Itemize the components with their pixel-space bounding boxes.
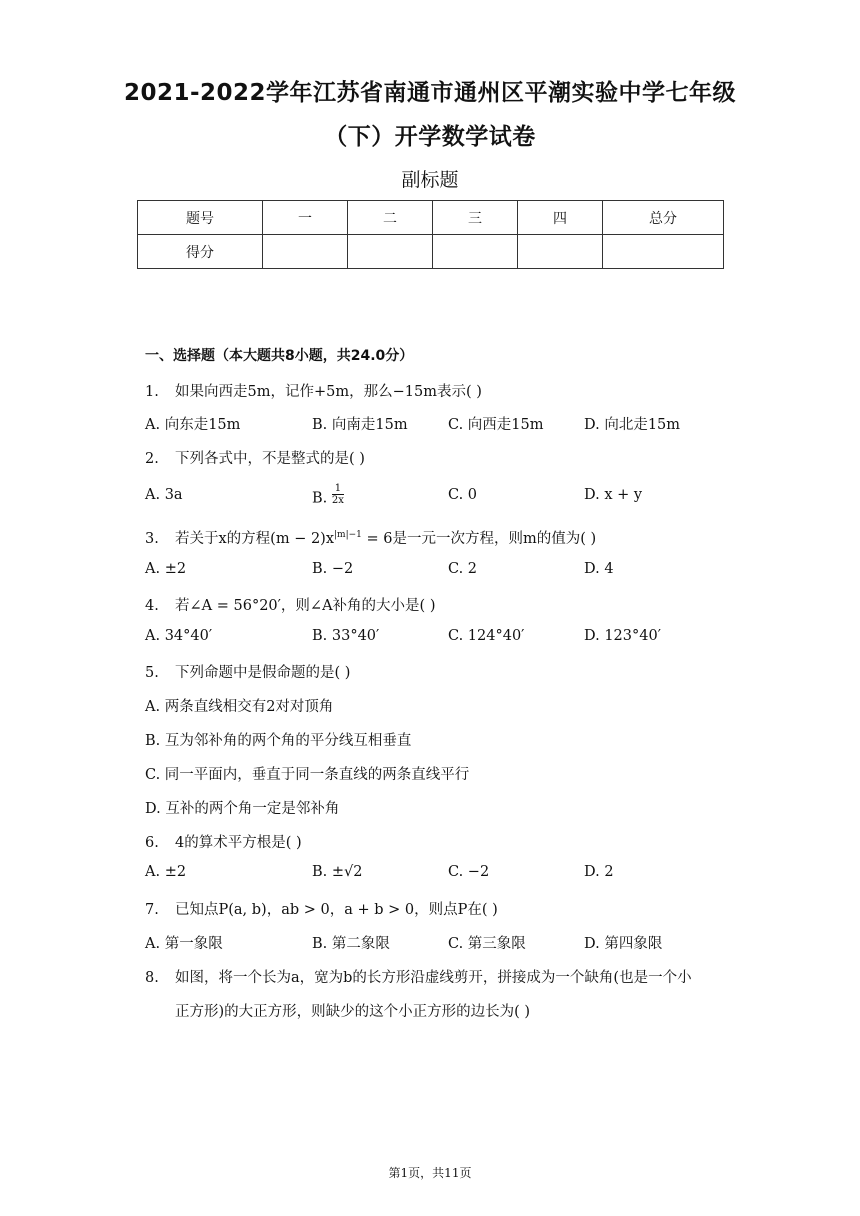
score-cell: [603, 235, 724, 269]
question-text-line-1: 如图，将一个长为a，宽为b的长方形沿虚线剪开，拼接成为一个缺角(也是一个小: [175, 970, 692, 986]
score-header-cell: 二: [348, 201, 433, 235]
option-c: C. 同一平面内，垂直于同一条直线的两条直线平行: [145, 767, 470, 783]
question-number: 8.: [145, 970, 159, 986]
question-text: 已知点P(a, b)，ab > 0，a + b > 0，则点P在( ): [175, 902, 498, 918]
option-b: B. 第二象限: [312, 936, 390, 952]
option-d: D. 2: [584, 864, 614, 880]
option-d: D. x + y: [584, 487, 643, 503]
option-c: C. 2: [448, 561, 478, 577]
question-8-line-2: 正方形)的大正方形，则缺少的这个小正方形的边长为( ): [175, 1004, 531, 1020]
question-number: 2.: [145, 451, 159, 467]
score-header-cell: 题号: [138, 201, 263, 235]
option-b: B. 33°40′: [312, 628, 380, 644]
option-d: D. 向北走15m: [584, 417, 681, 433]
question-7: [145, 898, 498, 919]
question-number: 7.: [145, 902, 159, 918]
fraction-denominator: 2x: [331, 495, 344, 506]
option-d: D. 123°40′: [584, 628, 661, 644]
question-1-options: [145, 413, 745, 435]
question-4: [145, 594, 435, 615]
option-c: C. −2: [448, 864, 490, 880]
option-a: A. 两条直线相交有2对对顶角: [145, 699, 334, 715]
question-1: [145, 380, 482, 401]
fraction-numerator: 1: [332, 483, 344, 495]
score-table-header-row: [138, 201, 724, 235]
question-3-options: [145, 561, 745, 583]
score-cell: [348, 235, 433, 269]
option-a: A. ±2: [145, 561, 187, 577]
exam-subtitle: 副标题: [401, 169, 459, 191]
option-b-label: B.: [312, 490, 332, 507]
option-a: A. 向东走15m: [145, 417, 241, 433]
section-heading: 一、选择题（本大题共8小题，共24.0分）: [145, 348, 414, 364]
question-text: 若∠A = 56°20′，则∠A补角的大小是( ): [175, 598, 436, 614]
option-b: B. −2: [312, 561, 354, 577]
score-header-cell: 四: [518, 201, 603, 235]
option-d: D. 互补的两个角一定是邻补角: [145, 801, 340, 817]
option-c: C. 0: [448, 487, 478, 503]
option-b: [312, 483, 344, 510]
option-a: A. ±2: [145, 864, 187, 880]
score-header-cell: 总分: [603, 201, 724, 235]
question-6-options: [145, 864, 745, 886]
question-text: 下列各式中，不是整式的是( ): [175, 451, 365, 467]
question-number: 3.: [145, 531, 159, 547]
question-number: 1.: [145, 384, 159, 400]
question-7-options: [145, 932, 745, 954]
question-number: 6.: [145, 835, 159, 851]
question-2: [145, 447, 365, 468]
question-number: 5.: [145, 665, 159, 681]
option-b: B. 向南走15m: [312, 417, 408, 433]
option-d: D. 4: [584, 561, 614, 577]
question-text: 下列命题中是假命题的是( ): [175, 665, 351, 681]
score-table-score-row: [138, 235, 724, 269]
option-a: A. 34°40′: [145, 628, 213, 644]
score-cell: [263, 235, 348, 269]
question-number: 4.: [145, 598, 159, 614]
score-row-label: 得分: [138, 235, 263, 269]
question-5: [145, 661, 350, 682]
question-4-options: [145, 628, 745, 650]
question-text: 4的算术平方根是( ): [175, 835, 302, 851]
question-text: 如果向西走5m，记作+5m，那么−15m表示( ): [175, 384, 482, 400]
question-8: [145, 966, 692, 987]
score-header-cell: 三: [433, 201, 518, 235]
option-a: A. 第一象限: [145, 936, 223, 952]
exam-title-line-2: （下）开学数学试卷: [324, 124, 536, 150]
option-b: B. 互为邻补角的两个角的平分线互相垂直: [145, 733, 412, 749]
option-d: D. 第四象限: [584, 936, 663, 952]
question-text-pre: 若关于x的方程(m − 2)x: [175, 531, 335, 547]
score-cell: [433, 235, 518, 269]
score-header-cell: 一: [263, 201, 348, 235]
option-a: A. 3a: [145, 487, 183, 503]
score-table: [137, 200, 724, 269]
page-footer: 第1页，共11页: [388, 1166, 472, 1180]
exam-title-line-1: 2021-2022学年江苏省南通市通州区平潮实验中学七年级: [123, 80, 737, 106]
fraction: [332, 483, 344, 506]
question-text-post: = 6是一元一次方程，则m的值为( ): [361, 531, 597, 547]
question-3: [145, 527, 596, 548]
score-cell: [518, 235, 603, 269]
exponent: |m|−1: [334, 530, 362, 541]
option-c: C. 124°40′: [448, 628, 525, 644]
option-b: B. ±√2: [312, 864, 363, 880]
question-2-options: [145, 483, 745, 509]
option-c: C. 第三象限: [448, 936, 526, 952]
question-6: [145, 831, 302, 852]
option-c: C. 向西走15m: [448, 417, 544, 433]
